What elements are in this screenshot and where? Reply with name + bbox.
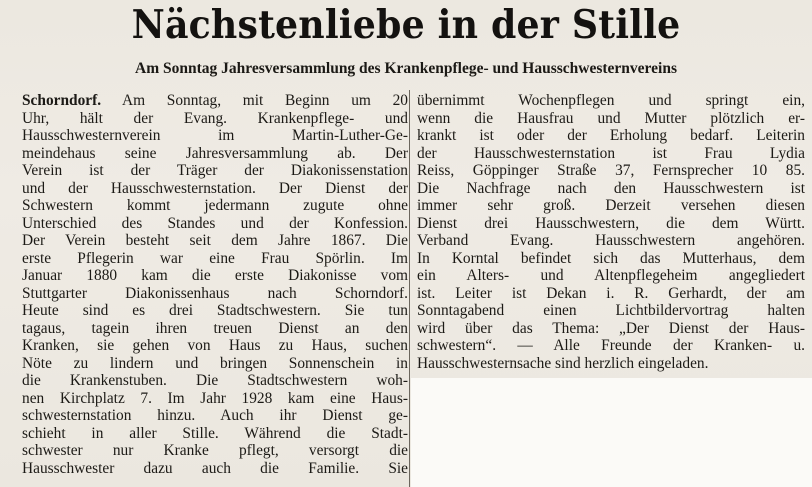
article-line: schwesternstation hinzu. Auch ihr Dienst ge-	[22, 407, 408, 424]
article-line: krankt ist oder der Erholung bedarf. Leiterin	[417, 127, 805, 144]
article-line: Schwestern kommt jedermann zugute ohne	[22, 197, 408, 214]
article-line: wenn die Hausfrau und Mutter plötzlich er-	[417, 109, 805, 127]
article-dateline: Schorndorf.	[22, 92, 102, 109]
article-line: Der Verein besteht seit dem Jahre 1867. Die	[22, 232, 408, 249]
article-line: die Krankenstuben. Die Stadtschwestern woh-	[22, 372, 408, 389]
article-line: und der Hausschwesternstation. Der Dienst der	[22, 179, 408, 197]
article-line: nen Kirchplatz 7. Im Jahr 1928 kam eine Haus-	[22, 389, 408, 407]
article-line: übernimmt Wochenpflegen und springt ein,	[417, 92, 805, 109]
column-divider	[409, 90, 410, 487]
article-line: schwester nur Kranke pflegt, versorgt die	[22, 442, 408, 459]
article-line: ein Alters- und Altenpflegeheim angegliedert	[417, 267, 805, 284]
article-line: Die Nachfrage nach den Hausschwestern ist	[417, 179, 805, 197]
article-headline: Nächstenliebe in der Stille	[131, 2, 681, 48]
blank-area	[411, 378, 812, 487]
article-line: Unterschied des Standes und der Konfession.	[22, 214, 408, 232]
article-line: schieht in aller Stille. Während die Stadt-	[22, 424, 408, 442]
article-line: Januar 1880 kam die erste Diakonisse vom	[22, 267, 408, 284]
article-line-text: Am Sonntag, mit Beginn um 20	[101, 92, 408, 109]
article-line: Hausschwesternverein im Martin-Luther-Ge-	[22, 127, 408, 144]
article-line: Sonntagabend einen Lichtbildervortrag halten	[417, 302, 805, 319]
article-line: Reiss, Göppinger Straße 37, Fernsprecher 10 85.	[417, 162, 805, 179]
article-line: wird über das Thema: „Der Dienst der Haus-	[417, 319, 805, 337]
article-line: der Hausschwesternstation ist Frau Lydia	[417, 144, 805, 162]
article-line: Hausschwesternsache sind herzlich eingeladen.	[417, 354, 709, 372]
article-line: In Korntal befindet sich das Mutterhaus, dem	[417, 249, 805, 267]
article-line: Uhr, hält der Evang. Krankenpflege- und	[22, 109, 408, 127]
article-line: Stuttgarter Diakonissenhaus nach Schorndorf.	[22, 284, 408, 302]
article-line: erste Pflegerin war eine Frau Spörlin. Im	[22, 249, 408, 267]
article-subheadline: Am Sonntag Jahresversammlung des Krankenpflege- und Hausschwesternvereins	[135, 60, 677, 77]
article-line: meindehaus seine Jahresversammlung ab. Der	[22, 144, 408, 162]
article-line: Kranken, sie gehen von Haus zu Haus, suchen	[22, 337, 408, 354]
article-line: Heute sind es drei Stadtschwestern. Sie tun	[22, 302, 408, 319]
article-line: Verband Evang. Hausschwestern angehören.	[417, 232, 805, 249]
article-column-left	[22, 92, 408, 477]
article-line: Dienst drei Hausschwestern, die dem Württ.	[417, 214, 805, 232]
article-line: immer sehr groß. Derzeit versehen diesen	[417, 197, 805, 214]
article-line	[22, 92, 408, 110]
article-line: schwestern“. — Alle Freunde der Kranken- u.	[417, 337, 805, 354]
article-column-right	[417, 92, 805, 372]
article-line: tagaus, tagein ihren treuen Dienst an den	[22, 319, 408, 337]
article-line: ist. Leiter ist Dekan i. R. Gerhardt, der am	[417, 284, 805, 302]
article-line: Nöte zu lindern und bringen Sonnenschein in	[22, 354, 408, 372]
article-line: Hausschwester dazu auch die Familie. Sie	[22, 459, 408, 477]
article-line: Verein ist der Träger der Diakonissenstation	[22, 162, 408, 179]
